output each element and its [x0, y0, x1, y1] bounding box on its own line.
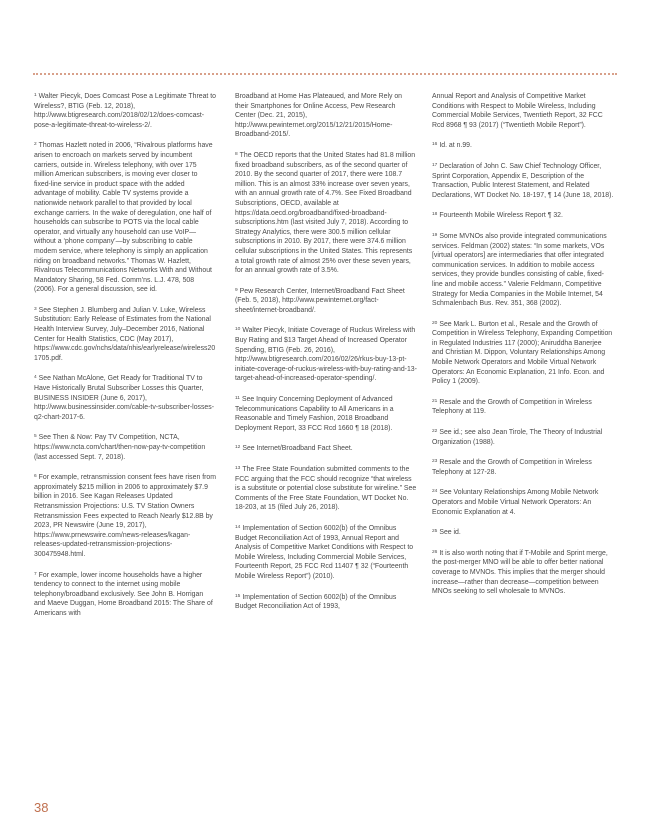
footnote-number: 23: [432, 459, 438, 465]
footnote: [34, 141, 216, 295]
footnote-number: 17: [432, 162, 438, 168]
footnote-text: Pew Research Center, Internet/Broadband Fact Sheet (Feb. 5, 2018), http://www.pewinternet.org/fact-sheet/internet-broadband/.: [235, 287, 405, 314]
footnote-text: The OECD reports that the United States had 81.8 million fixed broadband subscribers, as of the second quarter of 2010. By the second quarter of 2017, there were 108.7 million. This is an almost 33% increase over seven years, with an annual growth rate of 4.7%. See Fixed Broadband Subscriptions, OECD, available at https://data.oecd.org/broadband/fixed-broadband-subscriptions.htm (last visited July 7, 2018). According to Strategy Analytics, there were 300.5 million cellular subscriptions in 2010. By 2017, there were 374.6 million cellular subscriptions in the United States. This represents a total growth rate of almost 25% over these seven years, for an annual growth rate of 3.5%.: [235, 151, 416, 275]
footnote: [235, 92, 417, 140]
footnote-text: Implementation of Section 6002(b) of the Omnibus Budget Reconciliation Act of 1993, Annual Report and Analysis of Competitive Market Conditions with Respect to Mobile Wireless, Including Commercial Mobile Services, Fourteenth Report, 25 FCC Rcd 11407 ¶ 32 (“Fourteenth Mobile Wireless Report”) (2010).: [235, 524, 414, 580]
footnote-number: 18: [432, 212, 438, 218]
footnote-text: See Internet/Broadband Fact Sheet.: [242, 445, 353, 453]
footnote-text: Broadband at Home Has Plateaued, and More Rely on their Smartphones for Online Access, Pew Research Center (Dec. 21, 2015), http://www.pewinternet.org/2015/12/21/2015/Home-Broadband-2015/.: [235, 93, 403, 139]
footnote-text: Id. at n.99.: [439, 142, 472, 150]
footnote-text: See Nathan McAlone, Get Ready for Traditional TV to Have Historically Brutal Subscriber Losses this Quarter, BUSINESS INSIDER (June 6, 2017), http://www.businessinsider.com/cable-tv-subscriber-losses-q2-chart-2017-6.: [34, 375, 214, 421]
footnote-number: 20: [432, 320, 438, 326]
footnote: [34, 473, 216, 559]
footnote: [432, 141, 614, 151]
footnote-number: 26: [432, 549, 438, 555]
footnote: [432, 320, 614, 387]
footnote: [235, 444, 417, 454]
footnote-text: It is also worth noting that if T-Mobile and Sprint merge, the post-merger MNO will be able to offer better national coverage to MVNOs. This implies that the merger should increase—rather than decrease—competition between MNOs seeking to sell wholesale to MVNOs.: [432, 549, 608, 596]
footnote: [432, 528, 614, 538]
footnote-text: Implementation of Section 6002(b) of the Omnibus Budget Reconciliation Act of 1993,: [235, 593, 397, 611]
footnote: [235, 524, 417, 582]
footnote-text: The Free State Foundation submitted comments to the FCC arguing that the FCC should recognize “that wireless is a substitute or potential close substitute for wireline.” See Comments of the Free State Foundation, WT Docket No. 18-203, at 15 (filed July 26, 2018).: [235, 466, 417, 512]
footnote: [432, 92, 614, 130]
footnote-text: Some MVNOs also provide integrated communications services. Feldman (2002) states: “In some markets, VOs [virtual operators] are intermediaries that offer integrated communication services. In addition to mobile access services, they provide bundles consisting of cable, fixed-line and mobile access.” Valerie Feldmann, Competitive Strategy for Media Companies in the Mobile Internet, 54 Schmalenbach Bus. Rev. 351, 368 (2002).: [432, 232, 607, 308]
footnote-column-1: [34, 92, 216, 630]
footnote: [34, 433, 216, 462]
footnote: [432, 458, 614, 477]
footnote-text: Annual Report and Analysis of Competitive Market Conditions with Respect to Mobile Wireless, Including Commercial Mobile Services, Twentieth Report, 32 FCC Rcd 8968 ¶ 93 (2017) (“Twentieth Mobile Report”).: [432, 93, 603, 129]
footnote-text: See id.; see also Jean Tirole, The Theory of Industrial Organization (1988).: [432, 429, 603, 446]
footnote: [432, 398, 614, 417]
footnote-number: 22: [432, 429, 438, 435]
footnote-text: Declaration of John C. Saw Chief Technology Officer, Sprint Corporation, Appendix E, Description of the Transaction, Public Interest Statement, and Related Declarations, WT Docket No. 18-197, ¶ 14 (June 18, 2018).: [432, 162, 614, 199]
footnote-number: 24: [432, 489, 438, 495]
footnote-number: 14: [235, 524, 241, 530]
footnote: [235, 465, 417, 513]
footnote-number: 11: [235, 396, 240, 402]
footnote-number: 7: [34, 571, 37, 577]
footnote-number: 5: [34, 434, 37, 440]
footnote-text: For example, retransmission consent fees have risen from approximately $215 million in 2006 to approximately $7.9 billion in 2016. See Kagan Releases Updated Retransmission Projections: U.S. TV Station Owners Retransmission Fees expected to Reach Nearly $12.8B by 2023, PR Newswire (June 19, 2017), https://www.prnewswire.com/news-releases/kagan-releases-updated-retransmission-projections-300475948.html.: [34, 474, 216, 558]
footnote-text: See Inquiry Concerning Deployment of Advanced Telecommunications Capability to All Americans in a Reasonable and Timely Fashion, 2018 Broadband Deployment Report, 33 FCC Rcd 1660 ¶ 18 (2018).: [235, 396, 394, 432]
footnote-column-3: [432, 92, 614, 608]
footnote-text: See Stephen J. Blumberg and Julian V. Luke, Wireless Substitution: Early Release of Estimates from the National Health Interview Survey, July–December 2016, National Center for Health Statistics, CDC (May 2017), https://www.cdc.gov/nchs/data/nhis/earlyrelease/wireless201705.pdf.: [34, 306, 216, 362]
footnote: [432, 428, 614, 447]
footnote-text: For example, lower income households have a higher tendency to connect to the internet using mobile telephony/broadband exclusively. See John B. Horrigan and Maeve Duggan, Home Broadband 2015: The Share of Americans with: [34, 571, 213, 617]
footnote-text: Resale and the Growth of Competition in Wireless Telephony at 119.: [432, 398, 592, 416]
footnote-number: 19: [432, 232, 438, 238]
footnote-number: 13: [235, 466, 241, 471]
footnote: [235, 151, 417, 276]
footnote-number: 16: [432, 142, 438, 148]
footnote: [34, 571, 216, 619]
footnote-text: See id.: [439, 529, 461, 537]
footnote-text: See Voluntary Relationships Among Mobile Network Operators and Mobile Virtual Network Operators: An Economic Explanation at 4.: [432, 489, 599, 516]
footnote-column-2: [235, 92, 417, 623]
footnote-number: 1: [34, 93, 37, 98]
footnote-number: 4: [34, 375, 37, 381]
footnote-text: Fourteenth Mobile Wireless Report ¶ 32.: [439, 212, 563, 220]
footnote: [432, 162, 614, 200]
footnote: [432, 549, 614, 597]
footnote-text: See Mark L. Burton et al., Resale and the Growth of Competition in Wireless Telephony, Expanding Competition in Regulated Industries 117 (2000); Aniruddha Banerjee and Christian M. Dippon, Voluntary Relationships Among Mobile Network Operators and Mobile Virtual Network Operators: An Economic Explanation, 21 Info. Econ. and Policy 1 (2009).: [432, 320, 613, 386]
footnote-number: 2: [34, 142, 37, 148]
footnote-number: 25: [432, 529, 438, 535]
footnote-number: 9: [235, 287, 238, 293]
footnote: [235, 593, 417, 612]
footnote: [432, 488, 614, 517]
footnote-text: See Then & Now: Pay TV Competition, NCTA, https://www.ncta.com/chart/then-now-pay-tv-competition (last accessed Sept. 7, 2018).: [34, 434, 206, 461]
page-number: 38: [34, 800, 49, 815]
footnote-number: 10: [235, 327, 241, 333]
footnote: [34, 306, 216, 364]
footnote-number: 15: [235, 593, 241, 599]
footnote: [235, 287, 417, 316]
footnote: [34, 92, 216, 130]
footnote-text: Walter Piecyk, Initiate Coverage of Ruckus Wireless with Buy Rating and $13 Target Ahead of Increased Operator Spending, BTIG (Feb. 26, 2016), http://www.btigresearch.com/2016/02/26/rkus-buy-13-pt-initiate-coverage-of-ruckus-wireless-with-buy-rating-and-13-target-ahead-of-increased-operator-spending/.: [235, 327, 417, 383]
footnote-number: 3: [34, 306, 37, 312]
footnote-number: 12: [235, 445, 241, 451]
dotted-divider: [33, 73, 617, 75]
footnote-text: Walter Piecyk, Does Comcast Pose a Legitimate Threat to Wireless?, BTIG (Feb. 12, 2018), http://www.btigresearch.com/2018/02/12/does-comcast-pose-a-legitimate-threat-to-wireless-2/.: [34, 93, 216, 129]
footnote: [235, 326, 417, 384]
footnote: [235, 395, 417, 433]
footnote: [432, 232, 614, 309]
footnote-number: 6: [34, 474, 37, 480]
footnote: [432, 211, 614, 221]
footnote-text: Thomas Hazlett noted in 2006, “Rivalrous platforms have arisen to encroach on markets served by incumbent carriers, outside in. Wireless telephony, with over 175 million American subscribers, is moving ever closer to fixed-line service in product space with the added advantage of mobility. Cable TV systems provide a nationwide network parallel to that provided by local exchange carriers. In the wake of deregulation, one half of households can subscribe to POTS via the local cable operator, and virtually any household can use VoIP—without a ‘phone company’—by subscribing to cable modem service, where telephony is simply an application riding on broadband networks.” Thomas W. Hazlett, Rivalrous Telecommunications Networks With and Without Mandatory Sharing, 58 Fed. Comm’ns. L.J. 478, 508 (2006). For a general discussion, see id.: [34, 142, 213, 294]
footnote: [34, 374, 216, 422]
footnote-number: 8: [235, 151, 238, 157]
footnote-number: 21: [432, 398, 438, 404]
footnote-text: Resale and the Growth of Competition in Wireless Telephony at 127-28.: [432, 459, 592, 476]
